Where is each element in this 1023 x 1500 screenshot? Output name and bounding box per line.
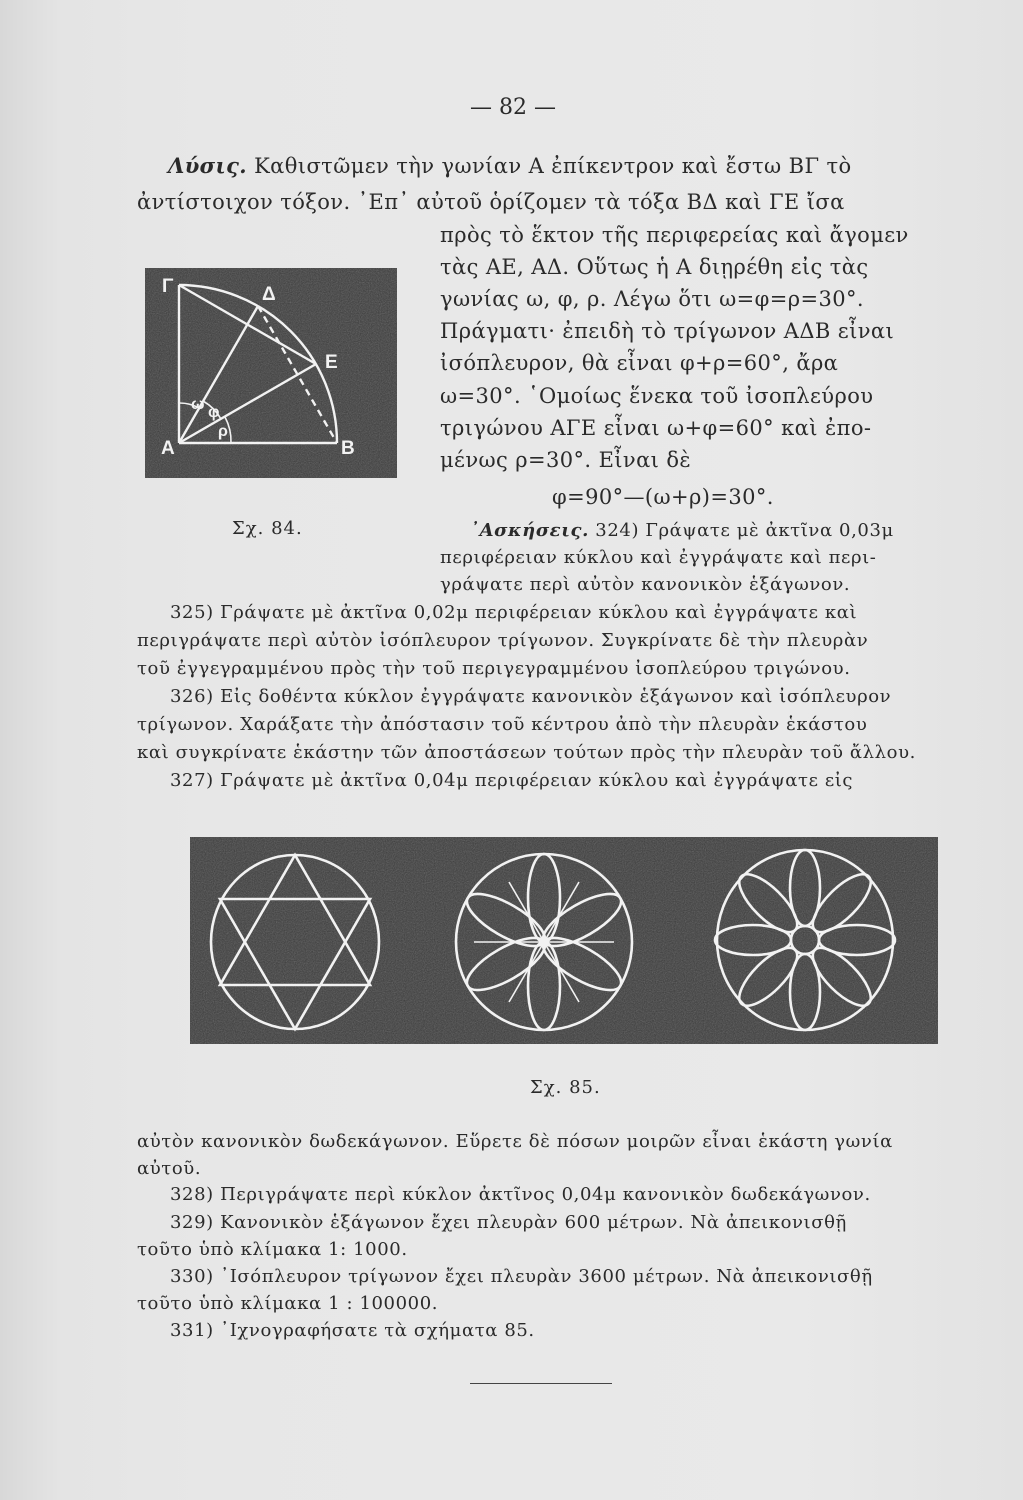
exercise-327-line-1: 327) Γράψατε μὲ ἀκτῖνα 0,04μ περιφέρειαν κύκλου καὶ ἐγγράψατε εἰς — [170, 770, 854, 791]
solution-line-11: φ=90°—(ω+ρ)=30°. — [552, 485, 774, 509]
exercise-326-line-2: τρίγωνον. Χαράξατε τὴν ἀπόστασιν τοῦ κέντρου ἀπὸ τὴν πλευρὰν ἑκάστου — [137, 714, 868, 735]
solution-line-2: ἀντίστοιχον τόξον. ᾿Επ᾿ αὐτοῦ ὁρίζομεν τὰ τόξα ΒΔ καὶ ΓΕ ἴσα — [137, 190, 845, 214]
label-gamma: Γ — [162, 276, 174, 297]
solution-line-7: ἰσόπλευρον, θὰ εἶναι φ+ρ=60°, ἄρα — [440, 351, 839, 375]
exercise-331: 331) ᾿Ιχνογραφήσατε τὰ σχήματα 85. — [170, 1320, 535, 1341]
exercise-325-line-3: τοῦ ἐγγεγραμμένου πρὸς τὴν τοῦ περιγεγραμμένου ἰσοπλεύρου τριγώνου. — [137, 658, 851, 679]
solution-line-5: γωνίας ω, φ, ρ. Λέγω ὅτι ω=φ=ρ=30°. — [440, 287, 864, 311]
solution-line-1: Λύσις. Καθιστῶμεν τὴν γωνίαν Α ἐπίκεντρον καὶ ἔστω ΒΓ τὸ — [168, 153, 852, 178]
solution-label: Λύσις. — [168, 153, 248, 178]
exercise-329-line-1: 329) Κανονικὸν ἑξάγωνον ἔχει πλευρὰν 600 μέτρων. Νὰ ἀπεικονισθῇ — [170, 1212, 847, 1233]
figure-85-diagram — [190, 837, 938, 1044]
exercise-327-line-3: αὐτοῦ. — [137, 1158, 202, 1179]
solution-line-10: μένως ρ=30°. Εἶναι δὲ — [440, 448, 692, 472]
exercise-325-line-2: περιγράψατε περὶ αὐτὸν ἰσόπλευρον τρίγωνον. Συγκρίνατε δὲ τὴν πλευρὰν — [137, 630, 869, 651]
label-rho: ρ — [218, 423, 228, 440]
figure-84-caption: Σχ. 84. — [232, 518, 303, 539]
label-epsilon: Ε — [325, 352, 338, 373]
solution-line-8: ω=30°. ῾Ομοίως ἕνεκα τοῦ ἰσοπλεύρου — [440, 384, 874, 408]
exercise-325-line-1: 325) Γράψατε μὲ ἀκτῖνα 0,02μ περιφέρειαν κύκλου καὶ ἐγγράψατε καὶ — [170, 602, 858, 623]
solution-line-9: τριγώνου ΑΓΕ εἶναι ω+φ=60° καὶ ἐπο- — [440, 416, 872, 440]
label-omega: ω — [191, 396, 205, 413]
label-delta: Δ — [262, 284, 276, 305]
exercise-330-line-1: 330) ᾿Ισόπλευρον τρίγωνον ἔχει πλευρὰν 3600 μέτρων. Νὰ ἀπεικονισθῇ — [170, 1266, 873, 1287]
page-number: — 82 — — [470, 95, 556, 120]
figure-84-diagram — [145, 268, 397, 478]
exercise-324-line-3: γράψατε περὶ αὐτὸν κανονικὸν ἑξάγωνον. — [440, 574, 851, 595]
exercise-328: 328) Περιγράψατε περὶ κύκλον ἀκτῖνος 0,04μ κανονικὸν δωδεκάγωνον. — [170, 1184, 871, 1205]
label-beta: Β — [341, 438, 355, 459]
exercise-324-line-2: περιφέρειαν κύκλου καὶ ἐγγράψατε καὶ περι- — [440, 547, 877, 568]
exercise-330-line-2: τοῦτο ὑπὸ κλίμακα 1 : 100000. — [137, 1293, 439, 1314]
exercise-326-line-1: 326) Εἰς δοθέντα κύκλον ἐγγράψατε κανονικὸν ἑξάγωνον καὶ ἰσόπλευρον — [170, 686, 892, 707]
label-phi: φ — [208, 404, 220, 421]
exercise-329-line-2: τοῦτο ὑπὸ κλίμακα 1: 1000. — [137, 1239, 408, 1260]
exercise-326-line-3: καὶ συγκρίνατε ἑκάστην τῶν ἀποστάσεων τούτων πρὸς τὴν πλευρὰν τοῦ ἄλλου. — [137, 742, 916, 763]
solution-line-3: πρὸς τὸ ἕκτον τῆς περιφερείας καὶ ἄγομεν — [440, 223, 909, 247]
exercise-327-line-2: αὐτὸν κανονικὸν δωδεκάγωνον. Εὕρετε δὲ πόσων μοιρῶν εἶναι ἑκάστη γωνία — [137, 1131, 893, 1152]
label-alpha: Α — [161, 438, 175, 459]
solution-line-6: Πράγματι· ἐπειδὴ τὸ τρίγωνον ΑΔΒ εἶναι — [440, 319, 895, 343]
exercise-324-line-1: ᾿Ασκήσεις. 324) Γράψατε μὲ ἀκτῖνα 0,03μ — [470, 520, 894, 541]
solution-line-4: τὰς ΑΕ, ΑΔ. Οὕτως ἡ Α διῃρέθη εἰς τὰς — [440, 255, 869, 279]
exercises-label: ᾿Ασκήσεις. — [470, 520, 589, 541]
end-rule — [470, 1383, 612, 1384]
figure-85-caption: Σχ. 85. — [530, 1077, 601, 1098]
